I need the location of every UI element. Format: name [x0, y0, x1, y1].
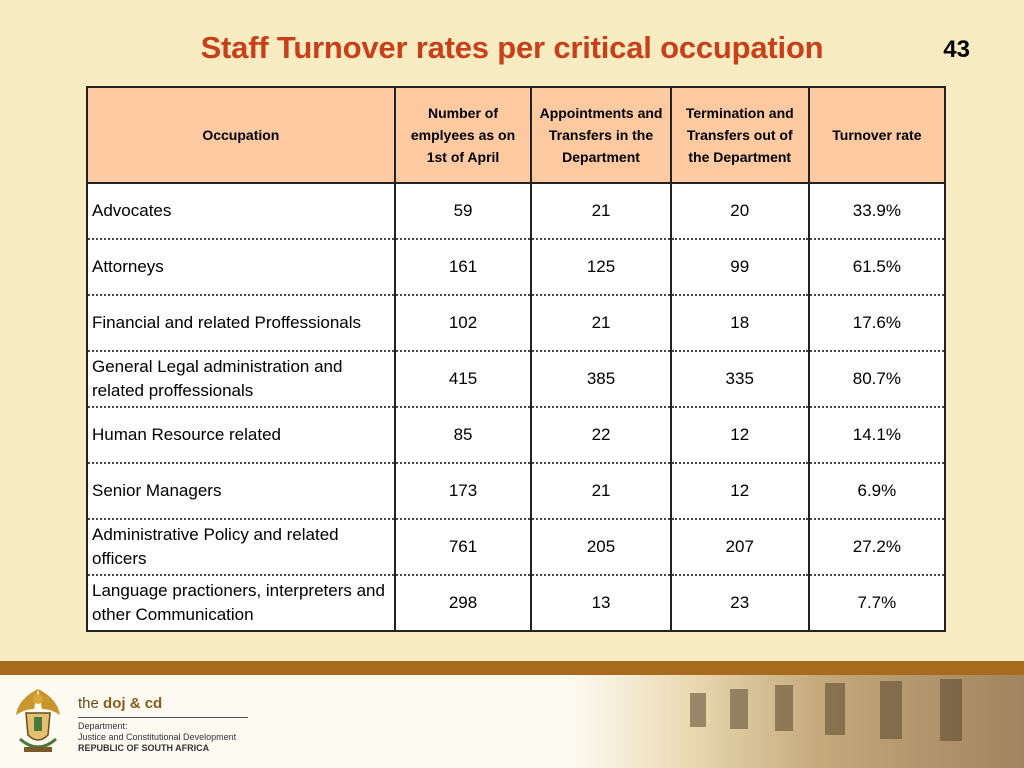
cell-turnover: 33.9% [809, 183, 945, 239]
department-label: Department: [78, 721, 128, 731]
cell-appointments: 22 [531, 407, 670, 463]
cell-occupation: Senior Managers [87, 463, 395, 519]
table-row [87, 295, 945, 351]
cell-turnover: 27.2% [809, 519, 945, 575]
cell-turnover: 14.1% [809, 407, 945, 463]
cell-employees: 161 [395, 239, 532, 295]
cell-appointments: 205 [531, 519, 670, 575]
cell-terminations: 12 [671, 463, 809, 519]
cell-terminations: 18 [671, 295, 809, 351]
table-row [87, 239, 945, 295]
turnover-table [86, 86, 946, 632]
table-row [87, 351, 945, 407]
country-name: REPUBLIC OF SOUTH AFRICA [78, 743, 210, 753]
table-row [87, 183, 945, 239]
page-number: 43 [943, 36, 970, 63]
table-body [87, 183, 945, 631]
cell-employees: 102 [395, 295, 532, 351]
table-row [87, 575, 945, 631]
department-block [78, 721, 236, 754]
cell-occupation: Advocates [87, 183, 395, 239]
cell-terminations: 99 [671, 239, 809, 295]
cell-terminations: 207 [671, 519, 809, 575]
slide-title: Staff Turnover rates per critical occupation [200, 30, 824, 65]
cell-employees: 85 [395, 407, 532, 463]
brand-logo [78, 695, 162, 712]
table-header-row [87, 87, 945, 183]
cell-occupation: General Legal administration and related proffessionals [87, 351, 395, 407]
cell-employees: 59 [395, 183, 532, 239]
table-row [87, 407, 945, 463]
cell-terminations: 12 [671, 407, 809, 463]
cell-occupation: Financial and related Proffessionals [87, 295, 395, 351]
cell-employees: 173 [395, 463, 532, 519]
brand-prefix: the [78, 695, 99, 712]
cell-turnover: 61.5% [809, 239, 945, 295]
cell-terminations: 20 [671, 183, 809, 239]
table-row [87, 463, 945, 519]
header-turnover: Turnover rate [809, 87, 945, 183]
cell-occupation: Language practioners, interpreters and other Communication [87, 575, 395, 631]
cell-appointments: 21 [531, 295, 670, 351]
cell-employees: 298 [395, 575, 532, 631]
cell-appointments: 385 [531, 351, 670, 407]
cell-terminations: 23 [671, 575, 809, 631]
cell-turnover: 6.9% [809, 463, 945, 519]
header-occupation: Occupation [87, 87, 395, 183]
cell-turnover: 17.6% [809, 295, 945, 351]
footer [0, 675, 1024, 768]
footer-bar [0, 661, 1024, 675]
department-name: Justice and Constitutional Development [78, 732, 237, 742]
brand-name: doj & cd [103, 695, 163, 712]
cell-appointments: 125 [531, 239, 670, 295]
table-row [87, 519, 945, 575]
cell-appointments: 13 [531, 575, 670, 631]
coat-of-arms-icon [12, 685, 64, 757]
cell-terminations: 335 [671, 351, 809, 407]
cell-employees: 761 [395, 519, 532, 575]
cell-appointments: 21 [531, 183, 670, 239]
header-terminations: Termination and Transfers out of the Department [671, 87, 809, 183]
cell-occupation: Human Resource related [87, 407, 395, 463]
cell-occupation: Attorneys [87, 239, 395, 295]
cell-employees: 415 [395, 351, 532, 407]
cell-turnover: 7.7% [809, 575, 945, 631]
brand-divider [78, 717, 248, 718]
header-employees: Number of emplyees as on 1st of April [395, 87, 532, 183]
cell-occupation: Administrative Policy and related officers [87, 519, 395, 575]
cell-turnover: 80.7% [809, 351, 945, 407]
cell-appointments: 21 [531, 463, 670, 519]
header-appointments: Appointments and Transfers in the Department [531, 87, 670, 183]
building-photo [570, 675, 1024, 768]
